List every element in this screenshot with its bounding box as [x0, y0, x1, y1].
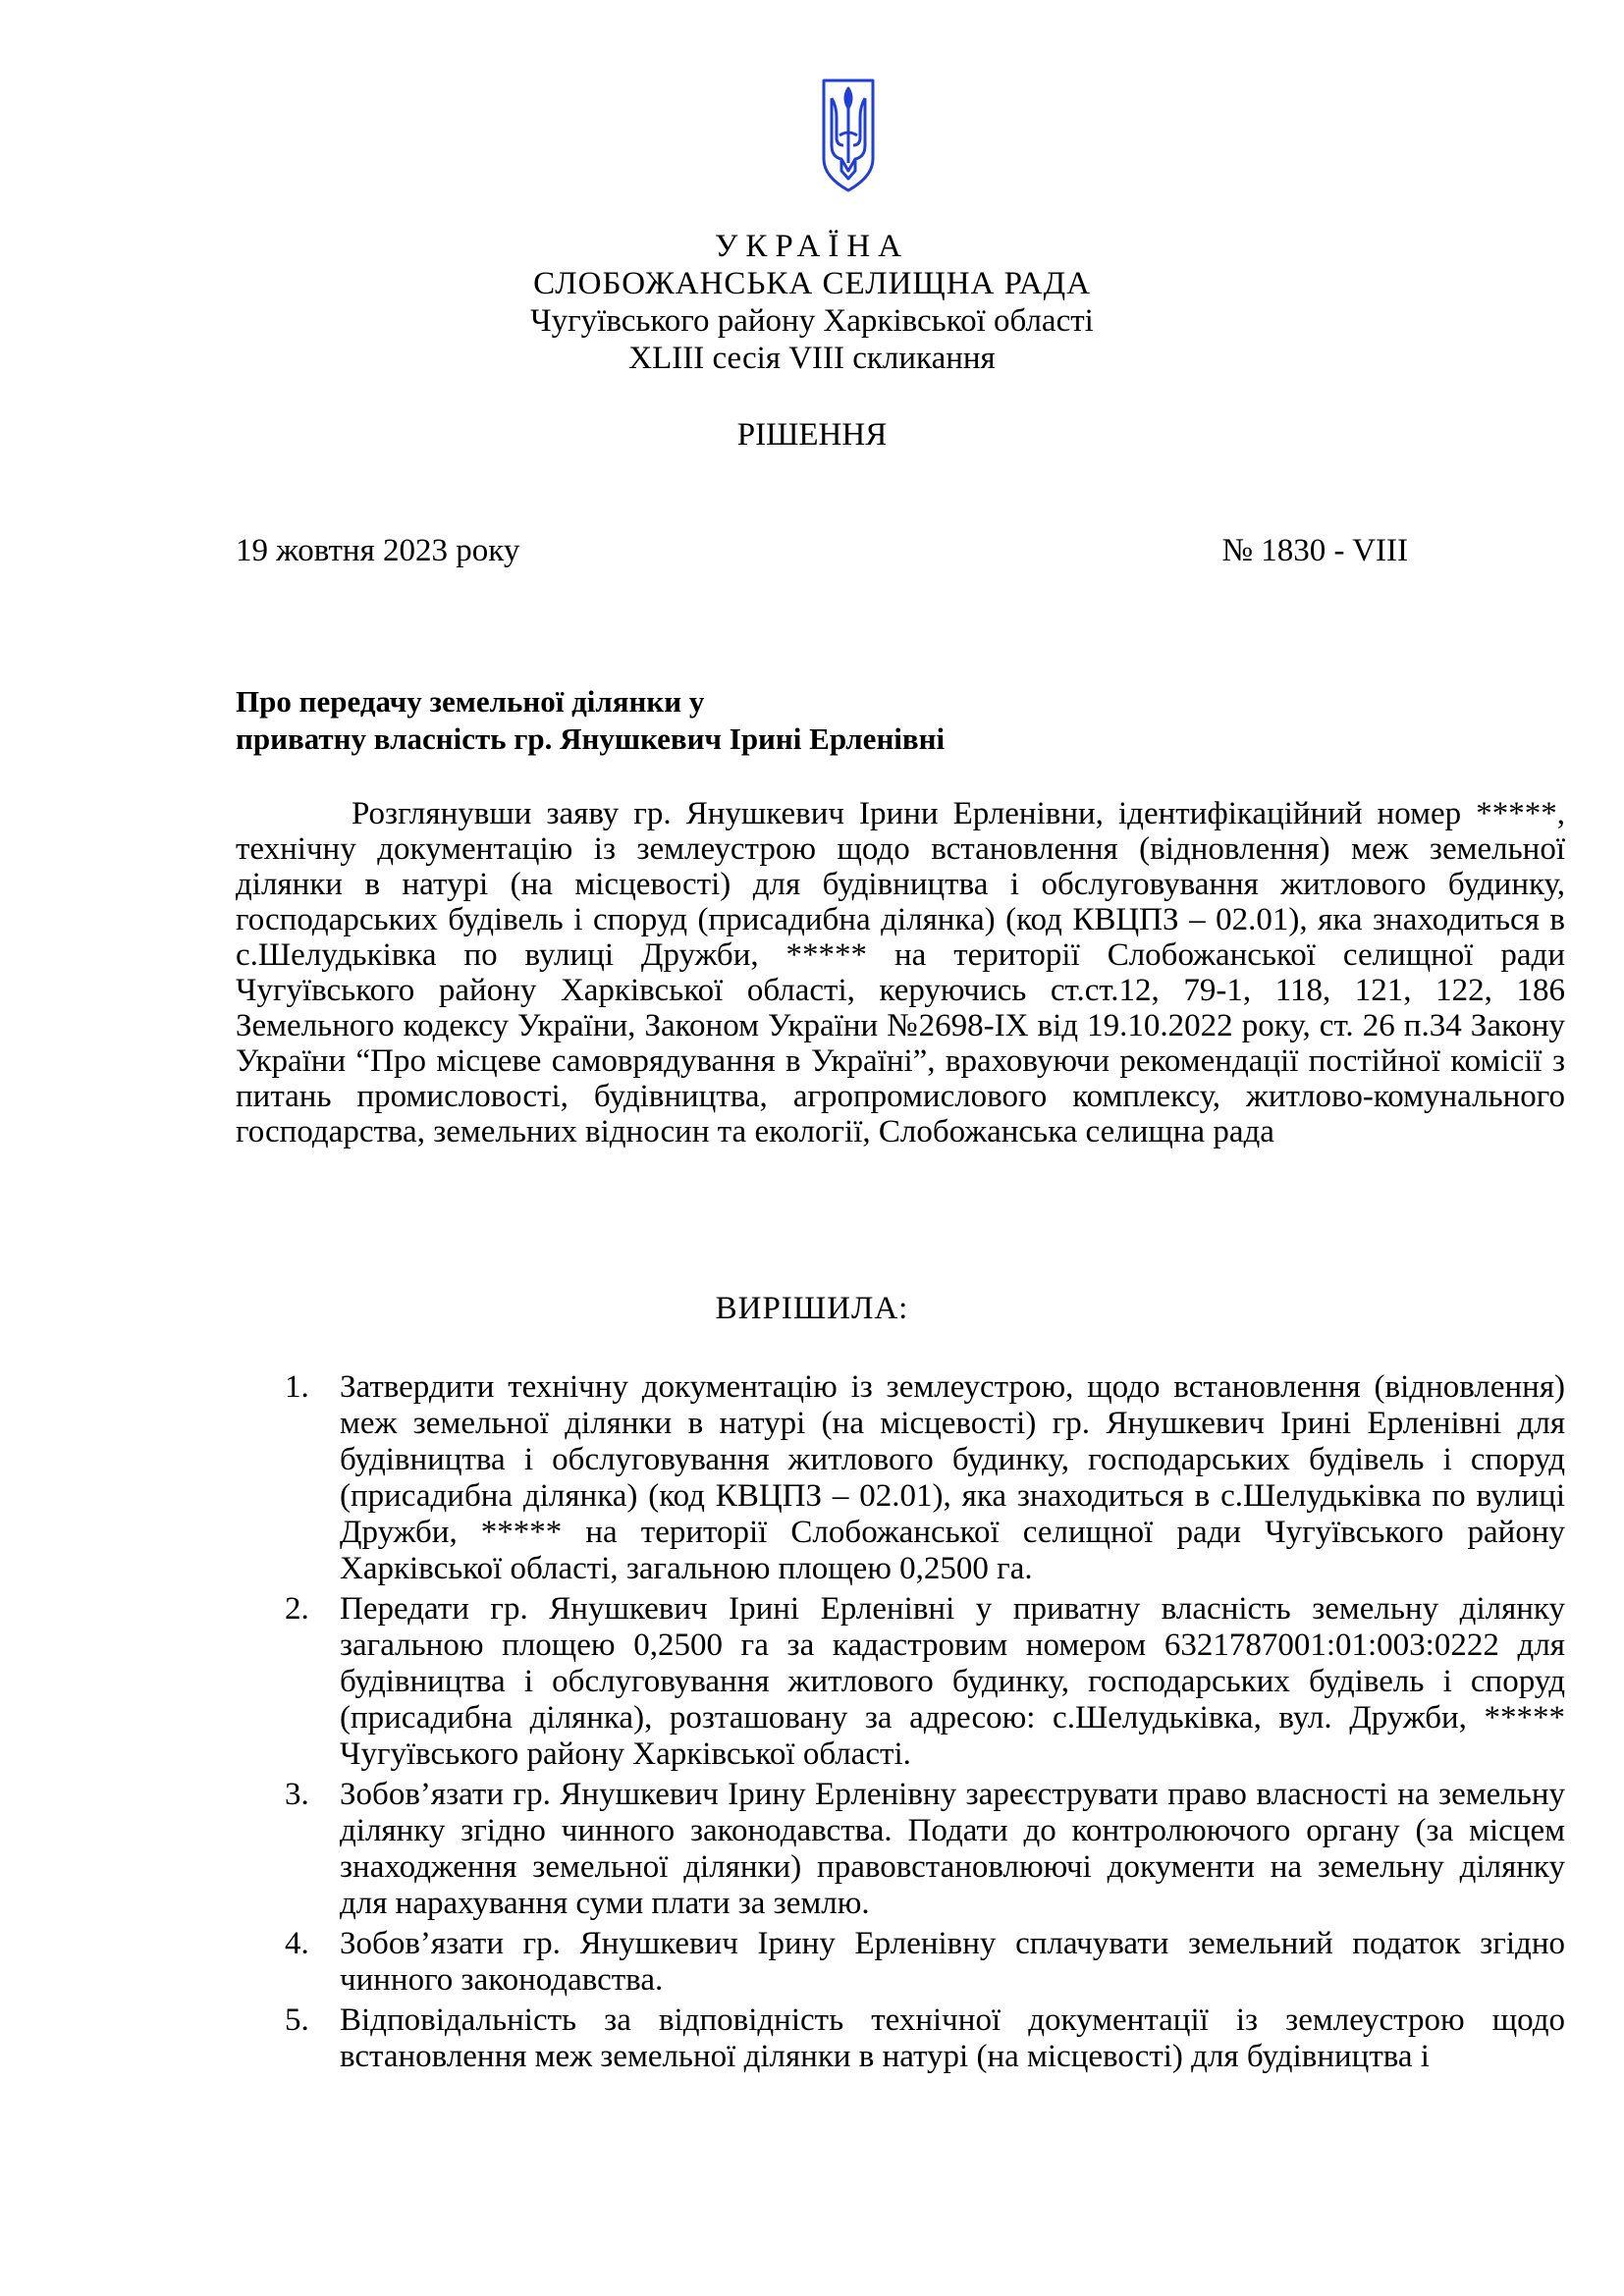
- list-item: [236, 1591, 1565, 1773]
- subject-line-2: приватну власність гр. Янушкевич Ірині Ерленівні: [236, 721, 946, 756]
- list-item: [236, 1777, 1565, 1922]
- decision-title: РІШЕННЯ: [736, 417, 888, 453]
- country-name: УКРАЇНА: [715, 229, 909, 264]
- item-text: Відповідальність за відповідність технічної документації із землеустрою щодо встановлення меж земельної ділянки в натурі (на місцевості) для будівництва і: [340, 2002, 1565, 2074]
- district-name: Чугуївського району Харківської області: [530, 303, 1094, 339]
- session-info: XLIII сесія VIII скликання: [628, 341, 996, 376]
- list-item: [236, 2002, 1565, 2075]
- decision-subject: [236, 683, 945, 758]
- item-number: 1.: [285, 1369, 309, 1405]
- trident-icon: [820, 77, 877, 194]
- item-number: 2.: [285, 1591, 309, 1627]
- item-text: Передати гр. Янушкевич Ірині Ерленівні у приватну власність земельну ділянку загальною площею 0,2500 га за кадастровим номером 6321787001:01:003:0222 для будівництва і обслуговування житлового будинку, господарських будівель і споруд (присадибна ділянка), розташовану за адресою: с.Шелудьківка, вул. Дружби, ***** Чугуївського району Харківської області.: [340, 1591, 1565, 1772]
- council-name: СЛОБОЖАНСЬКА СЕЛИЩНА РАДА: [533, 266, 1091, 301]
- list-item: [236, 1369, 1565, 1587]
- item-text: Зобов’язати гр. Янушкевич Ірину Ерленівну сплачувати земельний податок згідно чинного законодавства.: [340, 1926, 1565, 1998]
- item-number: 5.: [285, 2002, 309, 2038]
- item-number: 4.: [285, 1926, 309, 1961]
- item-text: Затвердити технічну документацію із землеустрою, щодо встановлення (відновлення) меж земельної ділянки в натурі (на місцевості) гр. Янушкевич Ірині Ерленівні для будівництва і обслуговування житлового будинку, господарських будівель і споруд (присадибна ділянка) (код КВЦПЗ – 02.01), яка знаходиться в с.Шелудьківка по вулиці Дружби, ***** на території Слобожанської селищної ради Чугуївського району Харківської області, загальною площею 0,2500 га.: [340, 1369, 1565, 1586]
- decision-number: № 1830 - VIII: [1221, 533, 1408, 568]
- decision-date: 19 жовтня 2023 року: [236, 533, 520, 568]
- subject-line-1: Про передачу земельної ділянки у: [236, 684, 705, 719]
- item-text: Зобов’язати гр. Янушкевич Ірину Ерленівну зареєструвати право власності на земельну ділянку згідно чинного законодавства. Подати до контролюючого органу (за місцем знаходження земельної ділянки) правовстановлюючі документи на земельну ділянку для нарахування суми плати за землю.: [340, 1777, 1565, 1921]
- preamble-paragraph: Розглянувши заяву гр. Янушкевич Ірини Ерленівни, ідентифікаційний номер *****, технічну документацію із землеустрою щодо встановлення (відновлення) меж земельної ділянки в натурі (на місцевості) для будівництва і обслуговування житлового будинку, господарських будівель і споруд (присадибна ділянка) (код КВЦПЗ – 02.01), яка знаходиться в с.Шелудьківка по вулиці Дружби, ***** на території Слобожанської селищної ради Чугуївського району Харківської області, керуючись ст.ст.12, 79-1, 118, 121, 122, 186 Земельного кодексу України, Законом України №2698-IX від 19.10.2022 року, ст. 26 п.34 Закону України “Про місцеве самоврядування в Україні”, враховуючи рекомендації постійної комісії з питань промисловості, будівництва, агропромислового комплексу, житлово-комунального господарства, земельних відносин та екології, Слобожанська селищна рада: [236, 796, 1565, 1149]
- resolved-heading: ВИРІШИЛА:: [715, 1291, 909, 1326]
- item-number: 3.: [285, 1777, 309, 1812]
- document-header: [0, 228, 1624, 377]
- list-item: [236, 1926, 1565, 1999]
- decision-items-list: [236, 1369, 1565, 2079]
